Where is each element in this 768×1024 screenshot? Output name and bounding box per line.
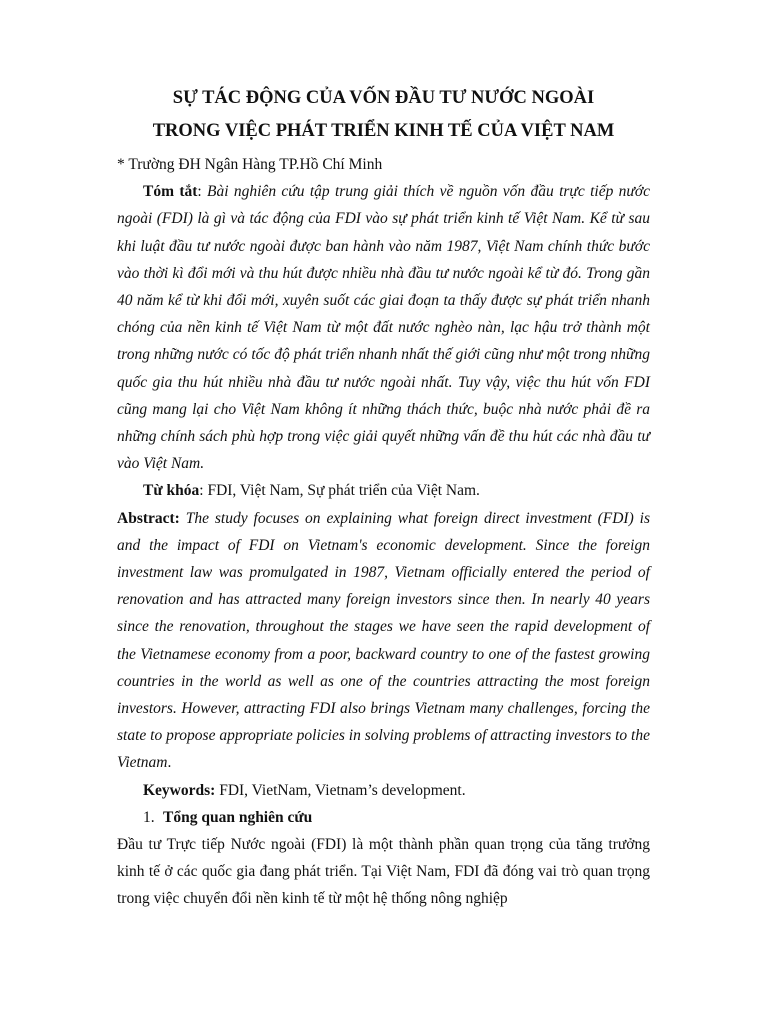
- section-number: 1.: [143, 808, 155, 826]
- keywords-en-text: FDI, VietNam, Vietnam’s development.: [219, 781, 466, 799]
- abstract-paragraph: Abstract: The study focuses on explaining what foreign direct investment (FDI) is and the impact of FDI on Vietnam's economic development. Since the foreign investment law was promulgated in 1987, Vietnam officially entered the period of renovation and has attracted many foreign investors since then. In nearly 40 years since the renovation, throughout the stages we have seen the rapid development of the Vietnamese economy from a poor, backward country to one of the fastest growing countries in the world as well as one of the countries attracting the most foreign investors. However, attracting FDI also brings Vietnam many challenges, forcing the state to propose appropriate policies in solving problems of attracting investors to the Vietnam.: [117, 509, 651, 772]
- summary-text: Bài nghiên cứu tập trung giải thích về nguồn vốn đầu trực tiếp nước ngoài (FDI) là gì và tác động của FDI vào sự phát triển kinh tế Việt Nam. Kể từ sau khi luật đầu tư nước ngoài được ban hành vào năm 1987, Việt Nam chính thức bước vào thời kì đổi mới và thu hút được nhiều nhà đầu tư nước ngoài kể từ đó. Trong gần 40 năm kể từ khi đổi mới, xuyên suốt các giai đoạn ta thấy được sự phát triển nhanh chóng của nền kinh tế Việt Nam từ một đất nước nghèo nàn, lạc hậu trở thành một trong những nước có tốc độ phát triển nhanh nhất thế giới cũng như một trong những quốc gia thu hút nhiều nhà đầu tư nước ngoài nhất. Tuy vậy, việc thu hút vốn FDI cũng mang lại cho Việt Nam không ít những thách thức, buộc nhà nước phải đề ra những chính sách phù hợp trong việc giải quyết những vấn đề thu hút các nhà đầu tư vào Việt Nam.: [117, 183, 651, 473]
- summary-label: Tóm tắt: [143, 183, 198, 201]
- affiliation: * Trường ĐH Ngân Hàng TP.Hồ Chí Minh: [117, 156, 383, 173]
- keywords-vi-text: FDI, Việt Nam, Sự phát triển của Việt Nam.: [207, 482, 480, 500]
- section-body: Đầu tư Trực tiếp Nước ngoài (FDI) là một thành phần quan trọng của tăng trưởng kinh tế ở các quốc gia đang phát triển. Tại Việt Nam, FDI đã đóng vai trò quan trọng trong việc chuyển đổi nền kinh tế từ một hệ thống nông nghiệp: [117, 836, 650, 908]
- title-line-2: TRONG VIỆC PHÁT TRIỂN KINH TẾ CỦA VIỆT NAM: [152, 121, 615, 141]
- keywords-en-paragraph: [117, 777, 650, 804]
- abstract-label: Abstract:: [117, 509, 180, 527]
- keywords-vi-paragraph: Từ khóa: FDI, Việt Nam, Sự phát triển của Việt Nam.: [143, 482, 480, 500]
- abstract-text: The study focuses on explaining what foreign direct investment (FDI) is and the impact of FDI on Vietnam's economic development. Since the foreign investment law was promulgated in 1987, Vietnam officially entered the period of renovation and has attracted many foreign investors since then. In nearly 40 years since the renovation, throughout the stages we have seen the rapid development of the Vietnamese economy from a poor, backward country to one of the fastest growing countries in the world as well as one of the countries attracting the most foreign investors. However, attracting FDI also brings Vietnam many challenges, forcing the state to propose appropriate policies in solving problems of attracting investors to the Vietnam: [117, 509, 651, 772]
- keywords-en-label: Keywords:: [143, 781, 216, 799]
- keywords-vi-label: Từ khóa: [143, 482, 200, 500]
- section-heading: [117, 804, 650, 831]
- section-title: Tổng quan nghiên cứu: [163, 808, 313, 826]
- summary-paragraph: Tóm tắt: Bài nghiên cứu tập trung giải thích về nguồn vốn đầu trực tiếp nước ngoài (FDI) là gì và tác động của FDI vào sự phát triển kinh tế Việt Nam. Kể từ sau khi luật đầu tư nước ngoài được ban hành vào năm 1987, Việt Nam chính thức bước vào thời kì đổi mới và thu hút được nhiều nhà đầu tư nước ngoài kể từ đó. Trong gần 40 năm kể từ khi đổi mới, xuyên suốt các giai đoạn ta thấy được sự phát triển nhanh chóng của nền kinh tế Việt Nam từ một đất nước nghèo nàn, lạc hậu trở thành một trong những nước có tốc độ phát triển nhanh nhất thế giới cũng như một trong những quốc gia thu hút nhiều nhà đầu tư nước ngoài nhất. Tuy vậy, việc thu hút vốn FDI cũng mang lại cho Việt Nam không ít những thách thức, buộc nhà nước phải đề ra những chính sách phù hợp trong việc giải quyết những vấn đề thu hút các nhà đầu tư vào Việt Nam.: [117, 183, 651, 473]
- document-body: [117, 151, 650, 913]
- title-line-1: SỰ TÁC ĐỘNG CỦA VỐN ĐẦU TƯ NƯỚC NGOÀI: [172, 88, 595, 108]
